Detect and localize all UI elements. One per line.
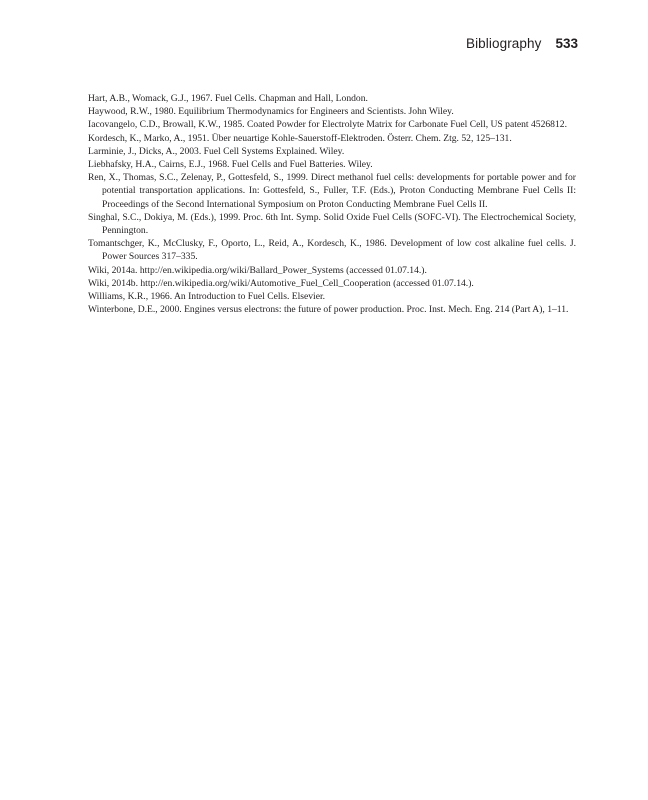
reference-entry: Larminie, J., Dicks, A., 2003. Fuel Cell Systems Explained. Wiley. <box>88 145 345 157</box>
reference-entry: Winterbone, D.E., 2000. Engines versus electrons: the future of power production. Proc. Inst. Mech. Eng. 214 (Part A), 1–11. <box>88 304 569 316</box>
reference-entry: Iacovangelo, C.D., Browall, K.W., 1985. Coated Powder for Electrolyte Matrix for Carbonate Fuel Cell, US patent 4526812. <box>88 119 567 131</box>
reference-entry: Tomantschger, K., McClusky, F., Oporto, L., Reid, A., Kordesch, K., 1986. Development of low cost alkaline fuel cells. J. Power Sources 317–335. <box>88 238 576 263</box>
section-title: Bibliography <box>465 36 542 51</box>
page-number: 533 <box>555 36 578 51</box>
reference-entry: Liebhafsky, H.A., Cairns, E.J., 1968. Fuel Cells and Fuel Batteries. Wiley. <box>88 159 373 171</box>
running-header <box>466 36 578 51</box>
reference-entry: Haywood, R.W., 1980. Equilibrium Thermodynamics for Engineers and Scientists. John Wiley. <box>88 106 454 118</box>
reference-entry: Ren, X., Thomas, S.C., Zelenay, P., Gottesfeld, S., 1999. Direct methanol fuel cells: developments for portable power and for potential transportation applications. In: Gottesfeld, S., Fuller, T.F. (Eds.), Proton Conducting Membrane Fuel Cells II: Proceedings of the Second International Symposium on Proton Conducting Membrane Fuel Cells II. <box>88 172 576 210</box>
reference-entry: Singhal, S.C., Dokiya, M. (Eds.), 1999. Proc. 6th Int. Symp. Solid Oxide Fuel Cells (SOFC-VI). The Electrochemical Society, Pennington. <box>88 211 576 237</box>
reference-entry: Wiki, 2014a. http://en.wikipedia.org/wiki/Ballard_Power_Systems (accessed 01.07.14.). <box>88 264 427 276</box>
reference-entry: Williams, K.R., 1966. An Introduction to Fuel Cells. Elsevier. <box>88 291 326 303</box>
reference-entry: Hart, A.B., Womack, G.J., 1967. Fuel Cells. Chapman and Hall, London. <box>88 93 368 104</box>
reference-entry: Wiki, 2014b. http://en.wikipedia.org/wiki/Automotive_Fuel_Cell_Cooperation (accessed 01.07.14.). <box>88 277 474 289</box>
reference-entry: Kordesch, K., Marko, A., 1951. Über neuartige Kohle-Sauerstoff-Elektroden. Österr. Chem. Ztg. 52, 125–131. <box>88 132 512 144</box>
reference-list <box>88 92 576 316</box>
